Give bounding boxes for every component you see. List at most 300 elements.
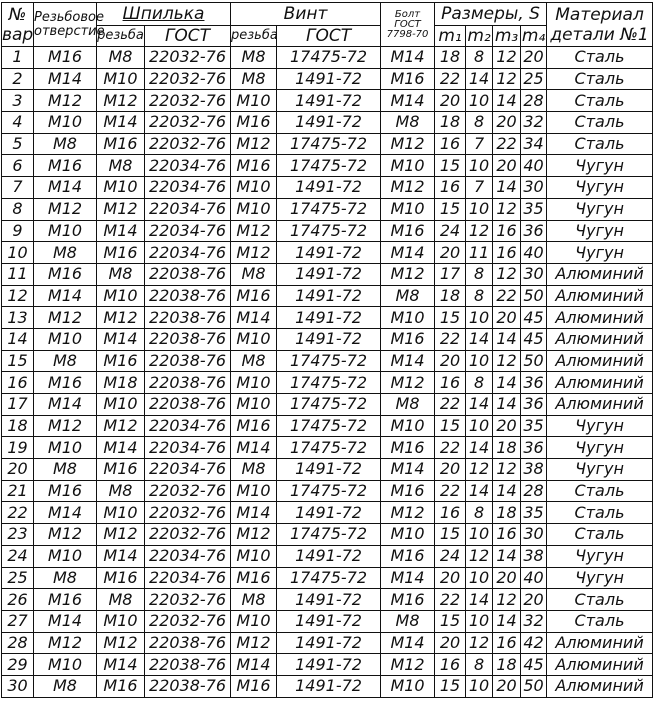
- cell-m3: 14: [493, 610, 521, 632]
- cell-threaded-hole: M16: [34, 589, 97, 611]
- cell-bolt: M14: [381, 567, 435, 589]
- cell-m2: 10: [466, 198, 493, 220]
- cell-threaded-hole: M12: [34, 198, 97, 220]
- cell-screw-gost: 17475-72: [277, 133, 381, 155]
- header-stud-thread: резьба: [97, 26, 145, 47]
- cell-bolt: M14: [381, 632, 435, 654]
- cell-screw-gost: 17475-72: [277, 567, 381, 589]
- cell-material: Алюминий: [547, 328, 653, 350]
- cell-screw-gost: 1491-72: [277, 589, 381, 611]
- cell-variant-number: 3: [2, 90, 34, 112]
- cell-m2: 14: [466, 68, 493, 90]
- cell-m2: 7: [466, 177, 493, 199]
- cell-stud-thread: M14: [97, 328, 145, 350]
- cell-variant-number: 13: [2, 307, 34, 329]
- cell-threaded-hole: M14: [34, 68, 97, 90]
- cell-m3: 14: [493, 480, 521, 502]
- cell-screw-thread: M12: [231, 524, 277, 546]
- cell-m3: 16: [493, 220, 521, 242]
- cell-threaded-hole: M12: [34, 632, 97, 654]
- cell-m4: 38: [521, 545, 547, 567]
- cell-variant-number: 5: [2, 133, 34, 155]
- cell-threaded-hole: M12: [34, 524, 97, 546]
- cell-variant-number: 23: [2, 524, 34, 546]
- cell-m1: 15: [435, 155, 466, 177]
- cell-m1: 15: [435, 610, 466, 632]
- cell-m4: 36: [521, 394, 547, 416]
- table-row: [2, 263, 653, 285]
- cell-screw-thread: M10: [231, 177, 277, 199]
- cell-m3: 20: [493, 415, 521, 437]
- cell-material: Алюминий: [547, 675, 653, 697]
- cell-m2: 14: [466, 394, 493, 416]
- cell-bolt: M12: [381, 133, 435, 155]
- cell-bolt: M14: [381, 90, 435, 112]
- cell-m2: 10: [466, 307, 493, 329]
- cell-m2: 8: [466, 285, 493, 307]
- cell-stud-thread: M8: [97, 480, 145, 502]
- cell-stud-gost: 22032-76: [145, 90, 231, 112]
- cell-m4: 32: [521, 610, 547, 632]
- cell-material: Чугун: [547, 198, 653, 220]
- cell-stud-thread: M8: [97, 47, 145, 69]
- cell-bolt: M16: [381, 589, 435, 611]
- cell-threaded-hole: M16: [34, 372, 97, 394]
- cell-variant-number: 20: [2, 459, 34, 481]
- cell-stud-gost: 22034-76: [145, 220, 231, 242]
- cell-material: Алюминий: [547, 394, 653, 416]
- cell-material: Сталь: [547, 133, 653, 155]
- table-row: [2, 133, 653, 155]
- cell-stud-thread: M14: [97, 545, 145, 567]
- cell-variant-number: 25: [2, 567, 34, 589]
- cell-bolt: M10: [381, 675, 435, 697]
- cell-threaded-hole: M12: [34, 90, 97, 112]
- cell-m4: 36: [521, 372, 547, 394]
- cell-stud-thread: M12: [97, 524, 145, 546]
- cell-material: Сталь: [547, 68, 653, 90]
- cell-screw-gost: 17475-72: [277, 480, 381, 502]
- cell-m1: 20: [435, 567, 466, 589]
- table-row: [2, 502, 653, 524]
- cell-m1: 15: [435, 198, 466, 220]
- table-row: [2, 394, 653, 416]
- header-variant-number-line2: вар: [2, 24, 34, 45]
- cell-m2: 14: [466, 480, 493, 502]
- cell-material: Чугун: [547, 415, 653, 437]
- cell-m4: 20: [521, 589, 547, 611]
- cell-m1: 15: [435, 415, 466, 437]
- cell-stud-gost: 22032-76: [145, 112, 231, 134]
- cell-screw-thread: M16: [231, 112, 277, 134]
- cell-m1: 20: [435, 459, 466, 481]
- cell-m3: 16: [493, 632, 521, 654]
- cell-screw-gost: 1491-72: [277, 610, 381, 632]
- table-row: [2, 285, 653, 307]
- table-row: [2, 155, 653, 177]
- cell-screw-thread: M10: [231, 545, 277, 567]
- table-row: [2, 415, 653, 437]
- cell-m4: 50: [521, 350, 547, 372]
- cell-m2: 8: [466, 654, 493, 676]
- cell-m3: 22: [493, 285, 521, 307]
- variants-table: [1, 2, 653, 698]
- cell-m2: 14: [466, 589, 493, 611]
- cell-m1: 22: [435, 480, 466, 502]
- cell-screw-thread: M10: [231, 372, 277, 394]
- cell-stud-thread: M16: [97, 675, 145, 697]
- cell-m3: 12: [493, 459, 521, 481]
- cell-threaded-hole: M16: [34, 155, 97, 177]
- cell-m3: 20: [493, 567, 521, 589]
- cell-screw-thread: M10: [231, 480, 277, 502]
- cell-screw-thread: M8: [231, 589, 277, 611]
- cell-m1: 15: [435, 307, 466, 329]
- cell-screw-thread: M12: [231, 133, 277, 155]
- cell-m4: 30: [521, 177, 547, 199]
- table-row: [2, 567, 653, 589]
- cell-screw-thread: M12: [231, 220, 277, 242]
- cell-m2: 12: [466, 545, 493, 567]
- cell-m3: 18: [493, 437, 521, 459]
- cell-m4: 38: [521, 459, 547, 481]
- cell-stud-gost: 22038-76: [145, 675, 231, 697]
- cell-m3: 14: [493, 394, 521, 416]
- table-row: [2, 47, 653, 69]
- cell-stud-thread: M10: [97, 177, 145, 199]
- cell-m2: 11: [466, 242, 493, 264]
- cell-bolt: M8: [381, 112, 435, 134]
- cell-material: Чугун: [547, 177, 653, 199]
- cell-material: Сталь: [547, 589, 653, 611]
- cell-m2: 8: [466, 372, 493, 394]
- cell-threaded-hole: M8: [34, 133, 97, 155]
- cell-m3: 18: [493, 654, 521, 676]
- cell-variant-number: 19: [2, 437, 34, 459]
- cell-stud-gost: 22034-76: [145, 459, 231, 481]
- cell-variant-number: 15: [2, 350, 34, 372]
- cell-bolt: M16: [381, 328, 435, 350]
- cell-screw-gost: 17475-72: [277, 155, 381, 177]
- cell-stud-gost: 22034-76: [145, 177, 231, 199]
- cell-screw-gost: 17475-72: [277, 524, 381, 546]
- cell-m4: 36: [521, 220, 547, 242]
- table-row: [2, 524, 653, 546]
- cell-stud-gost: 22034-76: [145, 155, 231, 177]
- cell-m1: 18: [435, 47, 466, 69]
- cell-bolt: M16: [381, 68, 435, 90]
- cell-m3: 12: [493, 589, 521, 611]
- cell-m1: 22: [435, 437, 466, 459]
- cell-m4: 40: [521, 242, 547, 264]
- cell-material: Сталь: [547, 90, 653, 112]
- cell-screw-thread: M16: [231, 285, 277, 307]
- table-row: [2, 90, 653, 112]
- cell-m3: 14: [493, 545, 521, 567]
- cell-screw-gost: 1491-72: [277, 263, 381, 285]
- cell-screw-thread: M8: [231, 68, 277, 90]
- table-header: [2, 3, 653, 47]
- header-screw-thread: резьба: [231, 26, 277, 47]
- cell-screw-thread: M12: [231, 242, 277, 264]
- cell-screw-gost: 1491-72: [277, 632, 381, 654]
- cell-stud-gost: 22038-76: [145, 394, 231, 416]
- cell-stud-gost: 22032-76: [145, 68, 231, 90]
- cell-m4: 28: [521, 90, 547, 112]
- header-threaded-hole-line1: Резьбовое: [34, 9, 104, 25]
- cell-threaded-hole: M14: [34, 394, 97, 416]
- cell-screw-thread: M16: [231, 155, 277, 177]
- cell-stud-thread: M18: [97, 372, 145, 394]
- cell-variant-number: 2: [2, 68, 34, 90]
- cell-stud-gost: 22032-76: [145, 133, 231, 155]
- table-row: [2, 220, 653, 242]
- cell-screw-thread: M10: [231, 328, 277, 350]
- cell-bolt: M16: [381, 220, 435, 242]
- cell-m1: 18: [435, 285, 466, 307]
- cell-m1: 16: [435, 133, 466, 155]
- cell-stud-thread: M16: [97, 242, 145, 264]
- table-row: [2, 589, 653, 611]
- cell-variant-number: 28: [2, 632, 34, 654]
- cell-material: Чугун: [547, 155, 653, 177]
- cell-m1: 22: [435, 589, 466, 611]
- cell-threaded-hole: M14: [34, 502, 97, 524]
- table-row: [2, 328, 653, 350]
- cell-stud-thread: M12: [97, 307, 145, 329]
- cell-m4: 32: [521, 112, 547, 134]
- cell-screw-thread: M14: [231, 437, 277, 459]
- cell-threaded-hole: M12: [34, 415, 97, 437]
- cell-threaded-hole: M10: [34, 654, 97, 676]
- cell-threaded-hole: M8: [34, 242, 97, 264]
- cell-screw-gost: 17475-72: [277, 394, 381, 416]
- cell-material: Чугун: [547, 545, 653, 567]
- cell-variant-number: 6: [2, 155, 34, 177]
- cell-stud-gost: 22032-76: [145, 524, 231, 546]
- cell-stud-thread: M12: [97, 90, 145, 112]
- cell-screw-gost: 1491-72: [277, 545, 381, 567]
- cell-stud-gost: 22032-76: [145, 47, 231, 69]
- cell-variant-number: 8: [2, 198, 34, 220]
- cell-bolt: M14: [381, 242, 435, 264]
- cell-stud-gost: 22034-76: [145, 567, 231, 589]
- cell-m3: 12: [493, 198, 521, 220]
- cell-variant-number: 17: [2, 394, 34, 416]
- cell-stud-thread: M10: [97, 502, 145, 524]
- cell-stud-gost: 22034-76: [145, 198, 231, 220]
- table-row: [2, 610, 653, 632]
- header-stud-gost: ГОСТ: [145, 26, 231, 47]
- cell-threaded-hole: M14: [34, 285, 97, 307]
- cell-bolt: M8: [381, 610, 435, 632]
- cell-stud-thread: M14: [97, 220, 145, 242]
- cell-screw-thread: M10: [231, 90, 277, 112]
- cell-m2: 14: [466, 328, 493, 350]
- cell-m2: 10: [466, 350, 493, 372]
- cell-bolt: M10: [381, 198, 435, 220]
- cell-screw-gost: 1491-72: [277, 68, 381, 90]
- cell-stud-thread: M8: [97, 263, 145, 285]
- cell-m1: 16: [435, 654, 466, 676]
- cell-variant-number: 26: [2, 589, 34, 611]
- cell-stud-gost: 22038-76: [145, 654, 231, 676]
- cell-m3: 22: [493, 133, 521, 155]
- cell-stud-gost: 22032-76: [145, 480, 231, 502]
- cell-material: Сталь: [547, 502, 653, 524]
- cell-m4: 40: [521, 567, 547, 589]
- cell-bolt: M16: [381, 480, 435, 502]
- cell-bolt: M12: [381, 372, 435, 394]
- cell-threaded-hole: M8: [34, 459, 97, 481]
- cell-m2: 8: [466, 112, 493, 134]
- header-bolt-line1: Болт: [394, 8, 421, 20]
- cell-m2: 10: [466, 90, 493, 112]
- cell-m4: 34: [521, 133, 547, 155]
- header-bolt: [381, 3, 435, 47]
- cell-m3: 12: [493, 47, 521, 69]
- cell-m3: 20: [493, 112, 521, 134]
- cell-material: Сталь: [547, 524, 653, 546]
- cell-m1: 20: [435, 242, 466, 264]
- cell-m1: 16: [435, 372, 466, 394]
- table-row: [2, 112, 653, 134]
- cell-m4: 30: [521, 263, 547, 285]
- cell-material: Алюминий: [547, 372, 653, 394]
- cell-bolt: M14: [381, 350, 435, 372]
- cell-m2: 8: [466, 263, 493, 285]
- header-variant-number: [2, 3, 34, 47]
- cell-screw-gost: 1491-72: [277, 177, 381, 199]
- table-row: [2, 307, 653, 329]
- cell-stud-thread: M16: [97, 350, 145, 372]
- cell-m2: 7: [466, 133, 493, 155]
- cell-m3: 14: [493, 328, 521, 350]
- table-row: [2, 632, 653, 654]
- cell-screw-gost: 17475-72: [277, 350, 381, 372]
- cell-screw-gost: 1491-72: [277, 675, 381, 697]
- header-material-line1: Материал: [555, 4, 644, 25]
- header-screw-gost: ГОСТ: [277, 26, 381, 47]
- table-body: [2, 47, 653, 698]
- cell-threaded-hole: M16: [34, 47, 97, 69]
- header-stud: [97, 3, 231, 26]
- cell-bolt: M12: [381, 502, 435, 524]
- cell-material: Алюминий: [547, 632, 653, 654]
- cell-screw-thread: M10: [231, 198, 277, 220]
- cell-m4: 20: [521, 47, 547, 69]
- cell-threaded-hole: M10: [34, 545, 97, 567]
- cell-m4: 30: [521, 524, 547, 546]
- cell-m1: 15: [435, 675, 466, 697]
- cell-stud-gost: 22038-76: [145, 285, 231, 307]
- cell-m3: 20: [493, 155, 521, 177]
- header-material-line2: детали №1: [550, 24, 649, 45]
- cell-screw-thread: M16: [231, 567, 277, 589]
- cell-m2: 12: [466, 459, 493, 481]
- cell-m2: 12: [466, 632, 493, 654]
- cell-m2: 10: [466, 610, 493, 632]
- cell-m1: 24: [435, 545, 466, 567]
- cell-bolt: M16: [381, 545, 435, 567]
- header-variant-number-line1: №: [8, 4, 27, 25]
- cell-screw-gost: 17475-72: [277, 415, 381, 437]
- cell-stud-thread: M16: [97, 459, 145, 481]
- cell-variant-number: 21: [2, 480, 34, 502]
- cell-screw-gost: 17475-72: [277, 437, 381, 459]
- cell-variant-number: 10: [2, 242, 34, 264]
- cell-variant-number: 29: [2, 654, 34, 676]
- header-m3: m₃: [493, 26, 521, 47]
- cell-threaded-hole: M8: [34, 675, 97, 697]
- cell-material: Алюминий: [547, 350, 653, 372]
- cell-variant-number: 14: [2, 328, 34, 350]
- cell-m2: 10: [466, 415, 493, 437]
- cell-m3: 12: [493, 350, 521, 372]
- cell-m4: 50: [521, 675, 547, 697]
- cell-m1: 22: [435, 328, 466, 350]
- header-threaded-hole-line2: отверстие: [34, 23, 105, 39]
- cell-bolt: M10: [381, 415, 435, 437]
- cell-stud-gost: 22034-76: [145, 242, 231, 264]
- cell-threaded-hole: M16: [34, 480, 97, 502]
- cell-stud-gost: 22038-76: [145, 350, 231, 372]
- cell-m4: 35: [521, 502, 547, 524]
- cell-material: Сталь: [547, 610, 653, 632]
- cell-m3: 16: [493, 524, 521, 546]
- cell-m3: 20: [493, 675, 521, 697]
- cell-m4: 50: [521, 285, 547, 307]
- cell-m2: 12: [466, 220, 493, 242]
- cell-threaded-hole: M10: [34, 437, 97, 459]
- cell-stud-gost: 22034-76: [145, 545, 231, 567]
- table-row: [2, 545, 653, 567]
- cell-screw-gost: 17475-72: [277, 220, 381, 242]
- cell-material: Алюминий: [547, 654, 653, 676]
- cell-m4: 28: [521, 480, 547, 502]
- cell-screw-thread: M14: [231, 654, 277, 676]
- cell-screw-gost: 1491-72: [277, 242, 381, 264]
- cell-m4: 35: [521, 415, 547, 437]
- cell-screw-gost: 1491-72: [277, 112, 381, 134]
- cell-screw-thread: M14: [231, 307, 277, 329]
- cell-screw-thread: M10: [231, 610, 277, 632]
- cell-variant-number: 4: [2, 112, 34, 134]
- cell-bolt: M10: [381, 524, 435, 546]
- cell-screw-thread: M16: [231, 675, 277, 697]
- cell-bolt: M8: [381, 394, 435, 416]
- cell-bolt: M10: [381, 307, 435, 329]
- cell-stud-gost: 22034-76: [145, 437, 231, 459]
- cell-stud-thread: M16: [97, 567, 145, 589]
- cell-stud-gost: 22032-76: [145, 589, 231, 611]
- cell-m1: 18: [435, 112, 466, 134]
- cell-m4: 45: [521, 328, 547, 350]
- cell-m1: 20: [435, 90, 466, 112]
- cell-stud-thread: M12: [97, 415, 145, 437]
- cell-bolt: M16: [381, 437, 435, 459]
- table-row: [2, 177, 653, 199]
- cell-threaded-hole: M8: [34, 350, 97, 372]
- header-threaded-hole: [34, 3, 105, 47]
- cell-threaded-hole: M10: [34, 112, 97, 134]
- cell-screw-thread: M8: [231, 263, 277, 285]
- cell-m4: 42: [521, 632, 547, 654]
- cell-m3: 12: [493, 68, 521, 90]
- cell-screw-thread: M8: [231, 350, 277, 372]
- cell-stud-thread: M8: [97, 155, 145, 177]
- cell-screw-gost: 1491-72: [277, 285, 381, 307]
